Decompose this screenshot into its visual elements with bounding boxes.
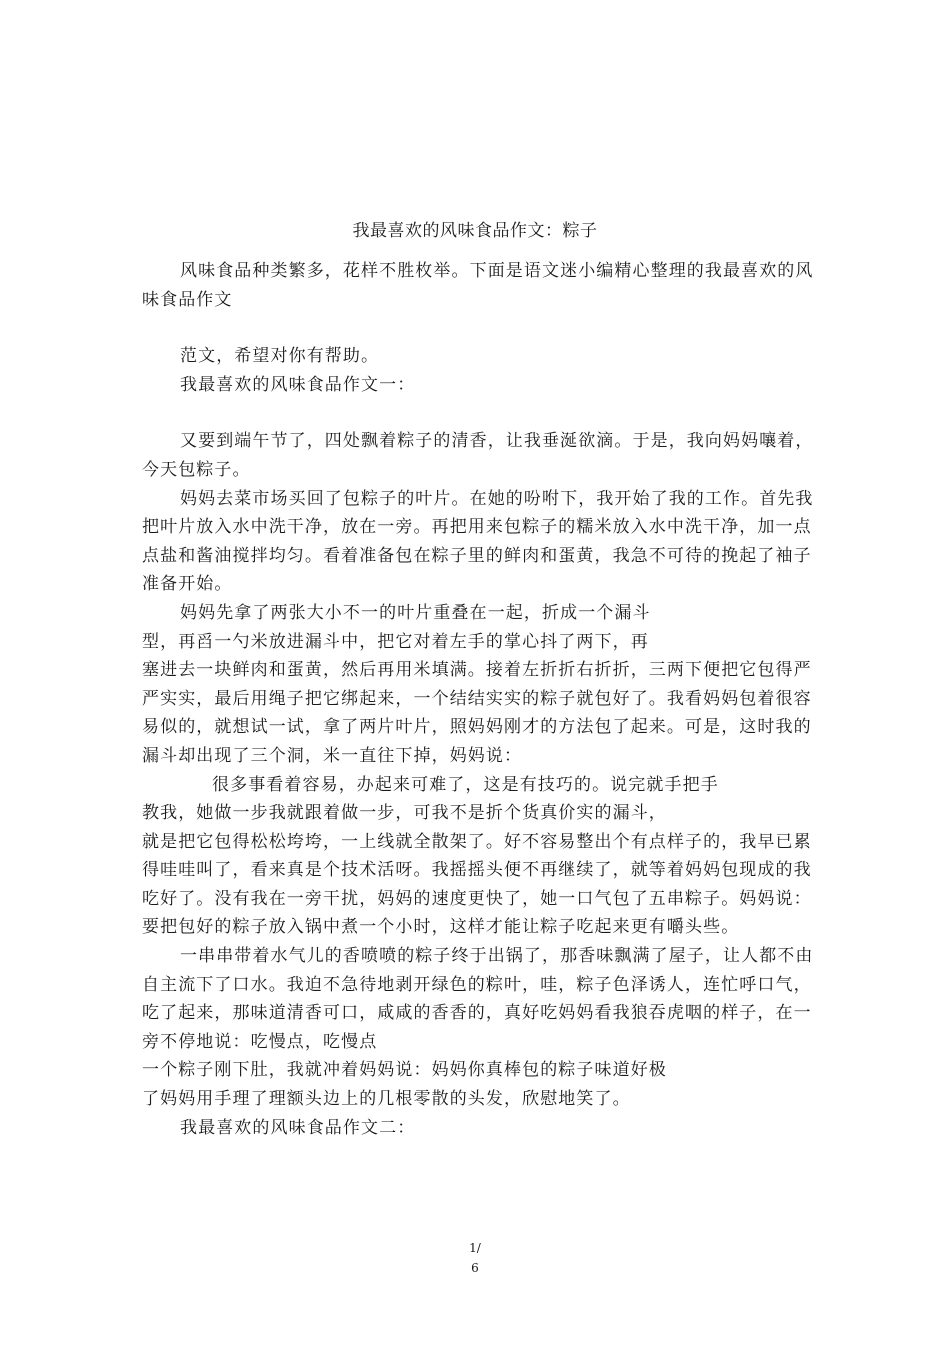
paragraph: 就是把它包得松松垮垮，一上线就全散架了。好不容易整出个有点样子的，我早已累得哇哇叫了，看来真是个技术活呀。我摇摇头便不再继续了，就等着妈妈包现成的我吃好了。没有我在一旁干扰，妈妈的速度更快了，她一口气包了五串粽子。妈妈说：要把包好的粽子放入锅中煮一个小时，这样才能让粽子吃起来更有嚼头些。 [142, 831, 812, 938]
paragraph: 妈妈去菜市场买回了包粽子的叶片。在她的吩咐下，我开始了我的工作。首先我把叶片放入水中洗干净，放在一旁。再把用来包粽子的糯米放入水中洗干净，加一点点盐和酱油搅拌均匀。看着准备包在粽子里的鲜肉和蛋黄，我急不可待的挽起了袖子准备开始。 [142, 488, 814, 595]
paragraph-intro-cont: 范文，希望对你有帮助。 [180, 346, 380, 367]
page-number-current: 1/ [469, 1241, 481, 1255]
paragraph-line: 型，再舀一勺米放进漏斗中，把它对着左手的掌心抖了两下，再 [142, 631, 649, 652]
paragraph: 很多事看着容易，办起来可难了，这是有技巧的。说完就手把手 [212, 774, 719, 795]
paragraph-line: 一个粽子刚下肚，我就冲着妈妈说：妈妈你真棒包的粽子味道好极 [142, 1060, 667, 1081]
section-heading-1: 我最喜欢的风味食品作文一： [180, 374, 416, 395]
document-title: 我最喜欢的风味食品作文：粽子 [352, 221, 598, 241]
page-number [0, 1238, 950, 1278]
paragraph-intro: 风味食品种类繁多，花样不胜枚举。下面是语文迷小编精心整理的我最喜欢的风味食品作文 [142, 261, 814, 310]
document-body [142, 257, 817, 1142]
paragraph: 塞进去一块鲜肉和蛋黄，然后再用米填满。接着左折折右折折，三两下便把它包得严严实实，最后用绳子把它绑起来，一个结结实实的粽子就包好了。我看妈妈包着很容易似的，就想试一试，拿了两片叶片，照妈妈刚才的方法包了起来。可是，这时我的漏斗却出现了三个洞，米一直往下掉，妈妈说： [142, 660, 812, 766]
paragraph: 一串串带着水气儿的香喷喷的粽子终于出锅了，那香味飘满了屋子，让人都不由自主流下了口水。我迫不急待地剥开绿色的粽叶，哇，粽子色泽诱人，连忙呼口气，吃了起来，那味道清香可口，咸咸的香香的，真好吃妈妈看我狼吞虎咽的样子，在一旁不停地说：吃慢点，吃慢点 [142, 946, 814, 1052]
paragraph-line: 了妈妈用手理了理额头边上的几根零散的头发，欣慰地笑了。 [142, 1089, 631, 1110]
paragraph-line: 教我，她做一步我就跟着做一步，可我不是折个货真价实的漏斗， [142, 803, 667, 824]
paragraph: 又要到端午节了，四处飘着粽子的清香，让我垂涎欲滴。于是，我向妈妈嚷着，今天包粽子。 [142, 431, 814, 480]
section-heading-2: 我最喜欢的风味食品作文二： [180, 1117, 416, 1138]
paragraph: 妈妈先拿了两张大小不一的叶片重叠在一起，折成一个漏斗 [180, 602, 651, 623]
page-number-total: 6 [471, 1261, 479, 1275]
